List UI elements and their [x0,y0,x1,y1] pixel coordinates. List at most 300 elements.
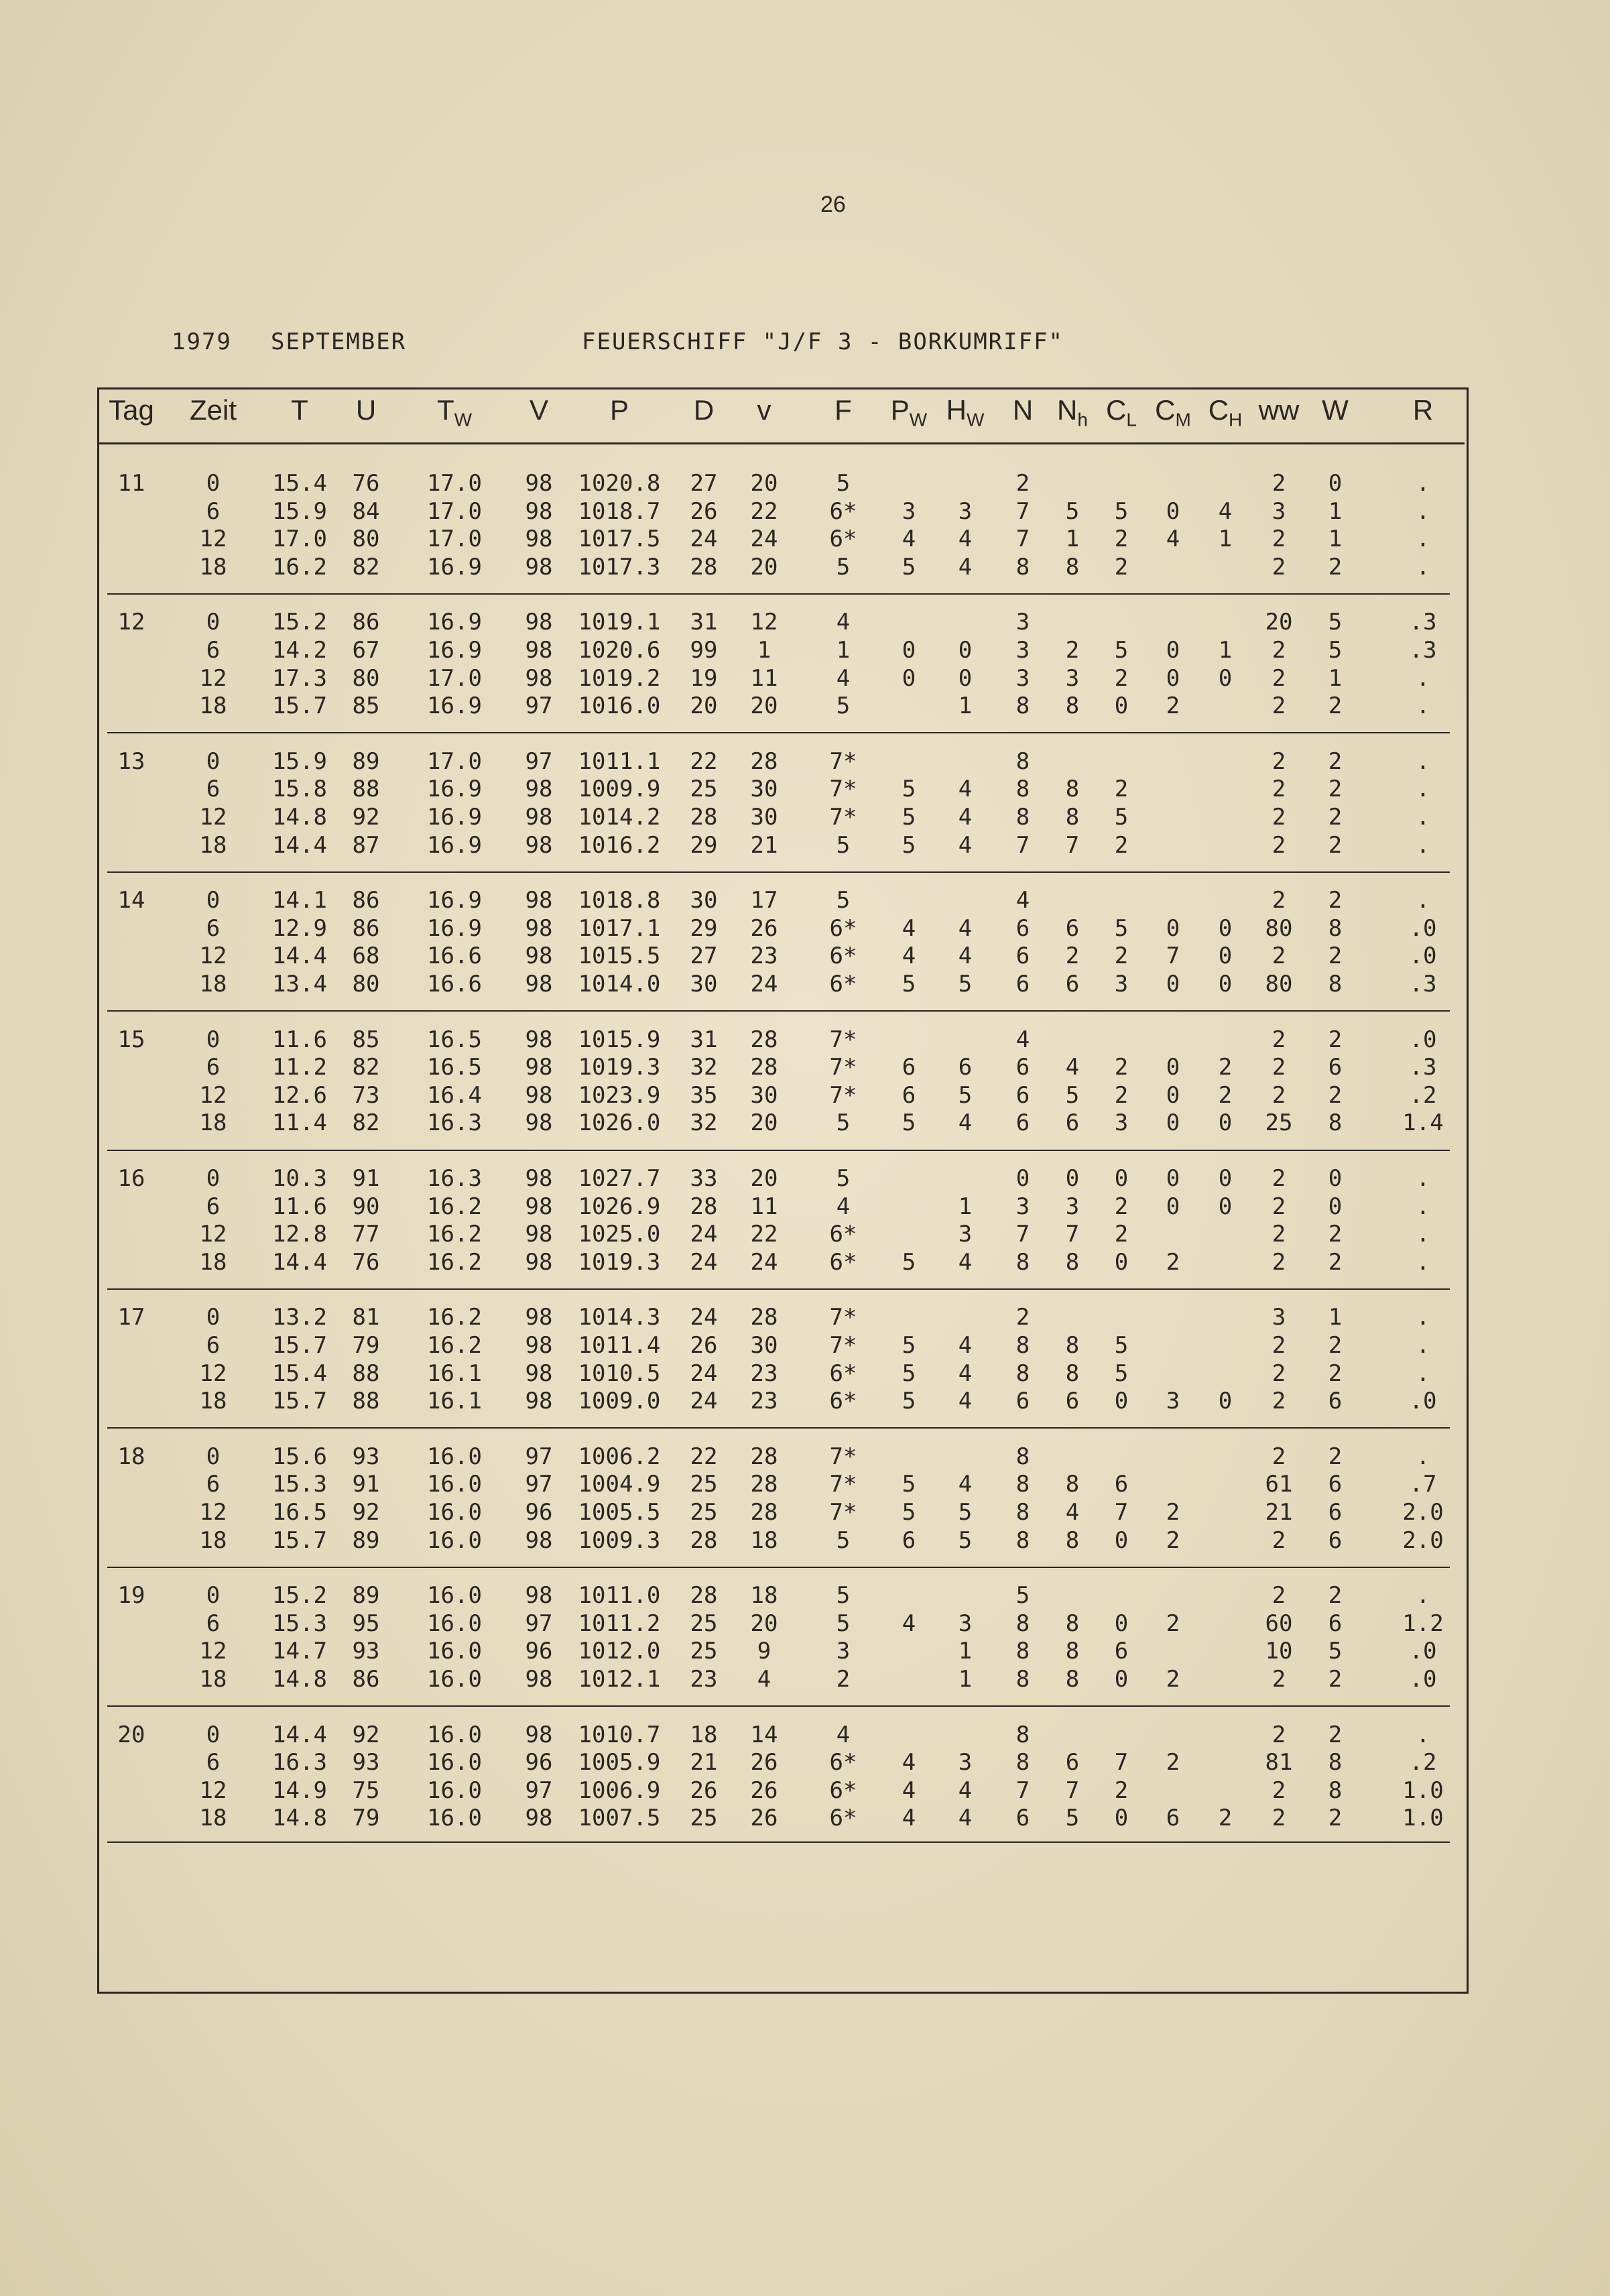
cell-zeit: 6 [206,1471,221,1498]
cell-p: 1014.3 [578,1304,661,1331]
cell-p: 1017.1 [578,914,661,942]
cell-p: 1014.0 [578,971,661,998]
cell-t: 15.3 [272,1471,327,1498]
cell-tw: 16.9 [427,609,482,636]
cell-cl: 2 [1114,1054,1129,1081]
table-row [0,1776,1610,1805]
cell-cl: 0 [1114,692,1129,720]
cell-ww: 2 [1272,553,1286,581]
cell-v: 28 [750,1443,778,1470]
cell-tw: 16.1 [427,1360,482,1387]
cell-r: . [1416,1332,1430,1359]
table-row [0,525,1610,553]
cell-tw: 16.5 [427,1026,482,1053]
cell-t: 16.2 [272,553,327,581]
cell-f: 4 [836,1193,851,1220]
cell-v: 98 [525,1388,553,1415]
cell-v: 98 [525,609,553,636]
cell-pw: 4 [902,914,916,942]
col-header-p: P [609,394,629,426]
cell-t: 12.8 [272,1221,327,1248]
cell-t: 14.8 [272,1805,327,1832]
cell-f: 6* [829,1749,857,1776]
table-row [0,1193,1610,1221]
cell-u: 84 [352,497,380,525]
cell-p: 1017.5 [578,526,661,553]
cell-pw: 3 [902,497,916,525]
cell-cm: 0 [1166,971,1180,998]
cell-v: 28 [750,1499,778,1526]
cell-w: 6 [1328,1054,1343,1081]
cell-tag: 14 [117,887,145,914]
cell-nh: 7 [1065,1776,1080,1804]
cell-hw: 4 [958,776,973,803]
cell-pw: 0 [902,664,916,692]
cell-n: 3 [1015,664,1030,692]
cell-w: 8 [1328,1749,1343,1776]
cell-d: 25 [690,1610,718,1637]
cell-r: .2 [1409,1081,1437,1109]
cell-n: 6 [1015,1081,1030,1109]
cell-w: 0 [1328,470,1343,497]
cell-nh: 8 [1065,1610,1080,1637]
cell-zeit: 12 [199,943,227,970]
cell-n: 7 [1015,1221,1030,1248]
cell-v: 98 [525,1193,553,1220]
cell-w: 2 [1328,747,1343,775]
cell-nh: 8 [1065,1332,1080,1359]
cell-nh: 6 [1065,1749,1080,1776]
group-divider [107,871,1450,873]
cell-hw: 3 [958,1749,973,1776]
cell-t: 14.8 [272,804,327,831]
cell-u: 85 [352,1026,380,1053]
table-row [0,831,1610,859]
cell-tw: 17.0 [427,497,482,525]
cell-r: 1.0 [1402,1776,1444,1804]
cell-w: 2 [1328,1081,1343,1109]
cell-r: .0 [1409,1638,1437,1665]
cell-r: . [1416,553,1430,581]
cell-hw: 4 [958,943,973,970]
cell-v: 98 [525,664,553,692]
cell-w: 2 [1328,831,1343,859]
cell-t: 13.4 [272,971,327,998]
cell-r: . [1416,692,1430,720]
cell-w: 2 [1328,692,1343,720]
cell-f: 7* [829,1304,857,1331]
cell-ch: 2 [1218,1081,1233,1109]
cell-f: 6* [829,914,857,942]
cell-nh: 8 [1065,776,1080,803]
cell-pw: 5 [902,1499,916,1526]
cell-d: 24 [690,1304,718,1331]
cell-w: 8 [1328,914,1343,942]
cell-w: 6 [1328,1610,1343,1637]
cell-ww: 61 [1265,1471,1293,1498]
table-row [0,664,1610,692]
cell-v: 26 [750,1805,778,1832]
cell-d: 29 [690,831,718,859]
cell-w: 8 [1328,1776,1343,1804]
cell-nh: 6 [1065,1109,1080,1137]
cell-p: 1015.5 [578,943,661,970]
cell-ch: 0 [1218,664,1233,692]
cell-zeit: 0 [206,1582,221,1610]
cell-tw: 16.0 [427,1443,482,1470]
cell-u: 92 [352,1721,380,1748]
cell-tw: 16.2 [427,1304,482,1331]
cell-v: 97 [525,692,553,720]
cell-cl: 5 [1114,637,1129,664]
cell-v: 24 [750,1248,778,1276]
cell-f: 6* [829,1221,857,1248]
cell-r: . [1416,1360,1430,1387]
cell-f: 5 [836,1526,851,1554]
cell-ww: 3 [1272,497,1286,525]
cell-v: 98 [525,914,553,942]
cell-tw: 16.9 [427,553,482,581]
cell-d: 28 [690,1526,718,1554]
cell-w: 8 [1328,971,1343,998]
cell-cl: 3 [1114,1109,1129,1137]
cell-v: 98 [525,1360,553,1387]
cell-tag: 17 [117,1304,145,1331]
cell-u: 81 [352,1304,380,1331]
cell-v: 98 [525,776,553,803]
cell-cl: 2 [1114,526,1129,553]
cell-tw: 16.9 [427,804,482,831]
cell-zeit: 18 [199,1109,227,1137]
cell-nh: 6 [1065,971,1080,998]
group-divider [107,1427,1450,1429]
cell-zeit: 0 [206,609,221,636]
cell-ww: 2 [1272,1388,1286,1415]
cell-n: 6 [1015,943,1030,970]
cell-d: 31 [690,609,718,636]
cell-hw: 4 [958,553,973,581]
cell-r: 1.2 [1402,1610,1444,1637]
cell-cl: 2 [1114,1221,1129,1248]
cell-n: 7 [1015,526,1030,553]
cell-t: 15.7 [272,692,327,720]
cell-d: 27 [690,943,718,970]
cell-n: 3 [1015,637,1030,664]
cell-hw: 4 [958,914,973,942]
cell-tw: 16.2 [427,1193,482,1220]
cell-tw: 16.2 [427,1248,482,1276]
cell-cl: 2 [1114,1193,1129,1220]
cell-zeit: 12 [199,526,227,553]
cell-f: 7* [829,804,857,831]
cell-cl: 6 [1114,1638,1129,1665]
cell-f: 5 [836,1165,851,1192]
cell-r: 2.0 [1402,1499,1444,1526]
cell-pw: 5 [902,1388,916,1415]
cell-cl: 5 [1114,804,1129,831]
cell-zeit: 18 [199,1388,227,1415]
cell-d: 28 [690,1193,718,1220]
cell-w: 8 [1328,1109,1343,1137]
cell-hw: 0 [958,664,973,692]
cell-hw: 3 [958,1221,973,1248]
cell-u: 93 [352,1443,380,1470]
cell-t: 17.0 [272,526,327,553]
cell-tag: 12 [117,609,145,636]
cell-p: 1005.9 [578,1749,661,1776]
cell-u: 92 [352,1499,380,1526]
cell-zeit: 18 [199,971,227,998]
group-divider [107,1841,1450,1843]
cell-nh: 8 [1065,1248,1080,1276]
cell-nh: 1 [1065,526,1080,553]
cell-hw: 1 [958,1193,973,1220]
cell-t: 11.6 [272,1193,327,1220]
cell-r: .0 [1409,1388,1437,1415]
cell-ww: 2 [1272,1666,1286,1693]
cell-cl: 0 [1114,1248,1129,1276]
table-row [0,803,1610,831]
cell-tw: 16.0 [427,1776,482,1804]
cell-pw: 4 [902,1749,916,1776]
cell-v: 26 [750,914,778,942]
cell-nh: 3 [1065,1193,1080,1220]
cell-t: 15.2 [272,609,327,636]
cell-ww: 2 [1272,637,1286,664]
cell-v: 98 [525,943,553,970]
cell-d: 21 [690,1749,718,1776]
cell-n: 2 [1015,1304,1030,1331]
cell-ww: 2 [1272,1526,1286,1554]
cell-w: 5 [1328,1638,1343,1665]
table-row [0,1081,1610,1109]
cell-r: . [1416,470,1430,497]
cell-n: 8 [1015,1248,1030,1276]
cell-tw: 16.2 [427,1332,482,1359]
cell-v: 98 [525,1666,553,1693]
cell-d: 32 [690,1054,718,1081]
cell-zeit: 6 [206,1610,221,1637]
cell-d: 23 [690,1666,718,1693]
table-row [0,1721,1610,1749]
cell-r: .2 [1409,1749,1437,1776]
cell-ww: 2 [1272,1360,1286,1387]
cell-hw: 5 [958,1081,973,1109]
table-row [0,608,1610,636]
cell-tw: 16.3 [427,1109,482,1137]
cell-d: 25 [690,1471,718,1498]
cell-f: 5 [836,1610,851,1637]
table-row [0,1360,1610,1388]
cell-zeit: 6 [206,914,221,942]
cell-n: 8 [1015,1471,1030,1498]
cell-w: 6 [1328,1471,1343,1498]
cell-cl: 5 [1114,914,1129,942]
cell-hw: 4 [958,1248,973,1276]
cell-t: 14.4 [272,1721,327,1748]
cell-f: 5 [836,887,851,914]
cell-r: .3 [1409,609,1437,636]
cell-t: 15.4 [272,1360,327,1387]
cell-f: 4 [836,1721,851,1748]
cell-pw: 4 [902,1776,916,1804]
cell-v: 98 [525,1054,553,1081]
cell-ww: 2 [1272,692,1286,720]
cell-cm: 2 [1166,1749,1180,1776]
cell-tw: 16.6 [427,971,482,998]
cell-f: 3 [836,1638,851,1665]
cell-n: 6 [1015,1805,1030,1832]
col-header-hw: $H_W$ [946,394,985,430]
cell-zeit: 12 [199,1499,227,1526]
cell-tag: 13 [117,747,145,775]
cell-v: 98 [525,553,553,581]
cell-d: 25 [690,776,718,803]
cell-pw: 5 [902,804,916,831]
cell-p: 1026.9 [578,1193,661,1220]
cell-w: 2 [1328,1805,1343,1832]
table-row [0,1026,1610,1054]
cell-cm: 2 [1166,1610,1180,1637]
group-divider [107,1705,1450,1707]
cell-w: 2 [1328,1721,1343,1748]
cell-n: 8 [1015,1443,1030,1470]
table-row [0,692,1610,720]
table-row [0,1804,1610,1832]
cell-v: 97 [525,747,553,775]
cell-u: 80 [352,664,380,692]
cell-n: 8 [1015,747,1030,775]
cell-u: 88 [352,1360,380,1387]
cell-u: 67 [352,637,380,664]
cell-u: 86 [352,1666,380,1693]
cell-cm: 0 [1166,1193,1180,1220]
cell-v: 98 [525,1165,553,1192]
cell-zeit: 6 [206,497,221,525]
table-row [0,1248,1610,1276]
cell-u: 89 [352,1526,380,1554]
cell-d: 28 [690,1582,718,1610]
cell-r: .7 [1409,1471,1437,1498]
cell-hw: 3 [958,497,973,525]
cell-n: 8 [1015,1666,1030,1693]
cell-u: 73 [352,1081,380,1109]
cell-pw: 4 [902,526,916,553]
cell-n: 2 [1015,470,1030,497]
cell-n: 8 [1015,1638,1030,1665]
cell-ww: 10 [1265,1638,1293,1665]
cell-r: . [1416,1193,1430,1220]
cell-f: 5 [836,1109,851,1137]
cell-f: 7* [829,776,857,803]
group-divider [107,732,1450,733]
cell-hw: 4 [958,526,973,553]
cell-zeit: 18 [199,1248,227,1276]
cell-ww: 2 [1272,1332,1286,1359]
cell-pw: 5 [902,831,916,859]
cell-p: 1011.4 [578,1332,661,1359]
cell-d: 30 [690,887,718,914]
col-header-n: N [1012,394,1034,426]
cell-p: 1005.5 [578,1499,661,1526]
cell-tw: 17.0 [427,747,482,775]
cell-zeit: 6 [206,1749,221,1776]
cell-cm: 0 [1166,1165,1180,1192]
cell-v: 98 [525,1332,553,1359]
cell-n: 8 [1015,776,1030,803]
cell-t: 14.4 [272,831,327,859]
cell-f: 6* [829,943,857,970]
cell-u: 80 [352,526,380,553]
cell-v: 98 [525,1221,553,1248]
col-header-v: V [529,394,549,426]
cell-w: 2 [1328,1582,1343,1610]
cell-v: 11 [750,664,778,692]
cell-d: 26 [690,1332,718,1359]
cell-v: 4 [757,1666,771,1693]
cell-tw: 16.9 [427,831,482,859]
cell-t: 15.9 [272,497,327,525]
cell-n: 3 [1015,609,1030,636]
cell-u: 77 [352,1221,380,1248]
cell-ch: 0 [1218,1165,1233,1192]
cell-r: .0 [1409,1026,1437,1053]
cell-tag: 15 [117,1026,145,1053]
cell-v: 18 [750,1582,778,1610]
cell-f: 2 [836,1666,851,1693]
cell-tw: 16.9 [427,637,482,664]
cell-pw: 5 [902,776,916,803]
cell-r: .0 [1409,1666,1437,1693]
cell-nh: 6 [1065,1388,1080,1415]
cell-v: 97 [525,1610,553,1637]
cell-n: 8 [1015,1610,1030,1637]
cell-w: 2 [1328,1443,1343,1470]
cell-r: . [1416,747,1430,775]
cell-v: 98 [525,804,553,831]
cell-cl: 0 [1114,1610,1129,1637]
cell-p: 1025.0 [578,1221,661,1248]
cell-zeit: 18 [199,1805,227,1832]
cell-tw: 16.4 [427,1081,482,1109]
cell-tw: 16.0 [427,1526,482,1554]
cell-v: 30 [750,1332,778,1359]
cell-v: 24 [750,526,778,553]
cell-d: 24 [690,1221,718,1248]
cell-p: 1026.0 [578,1109,661,1137]
cell-hw: 0 [958,637,973,664]
cell-d: 26 [690,497,718,525]
cell-ww: 2 [1272,1193,1286,1220]
cell-cl: 2 [1114,1776,1129,1804]
cell-cm: 2 [1166,1499,1180,1526]
cell-nh: 8 [1065,1471,1080,1498]
cell-v: 20 [750,1109,778,1137]
cell-u: 93 [352,1749,380,1776]
header-year: 1979 [172,328,232,355]
cell-d: 26 [690,1776,718,1804]
cell-cm: 0 [1166,914,1180,942]
cell-zeit: 12 [199,1221,227,1248]
cell-v: 21 [750,831,778,859]
cell-n: 6 [1015,1388,1030,1415]
cell-t: 11.2 [272,1054,327,1081]
cell-v: 98 [525,1526,553,1554]
cell-tw: 17.0 [427,470,482,497]
cell-w: 0 [1328,1193,1343,1220]
group-divider [107,1288,1450,1290]
cell-d: 28 [690,553,718,581]
